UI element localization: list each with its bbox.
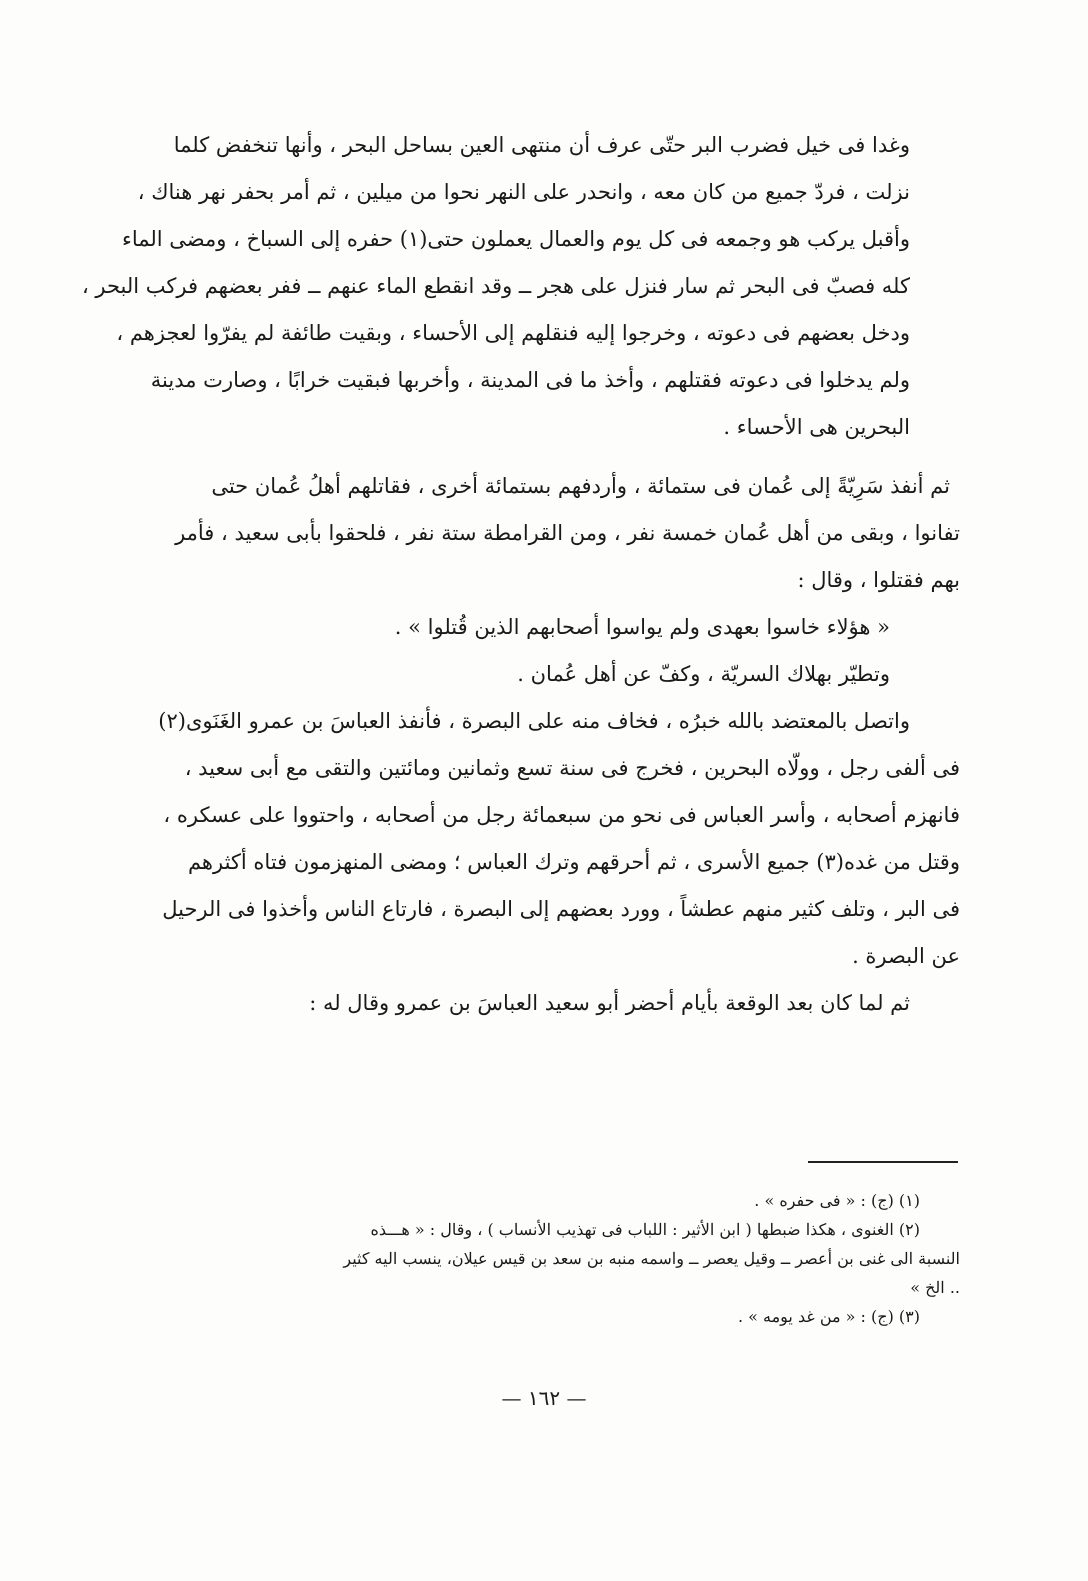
text-line: بهم فقتلوا ، وقال : [797, 568, 960, 592]
paragraph-2 [110, 463, 960, 604]
text-line: ثم أنفذ سَرِيّةً إلى عُمان فى ستمائة ، وأردفهم بستمائة أخرى ، فقاتلهم أهلُ عُمان حتى [211, 474, 950, 498]
main-text [81, 122, 960, 1027]
text-line: وغدا فى خيل فضرب البر حتّى عرف أن منتهى العين بساحل البحر ، وأنها تنخفض كلما [173, 133, 910, 157]
footnote-2-continuation: النسبة الى غنى بن أعصر ــ وقيل يعصر ــ واسمه منبه بن سعد بن قيس عيلان، ينسب اليه كثير [343, 1249, 960, 1268]
paragraph-6 [110, 980, 960, 1027]
page-number: — ١٦٢ — [501, 1386, 587, 1410]
text-line: فانهزم أصحابه ، وأسر العباس فى نحو من سبعمائة رجل من أصحابه ، واحتووا على عسكره ، [163, 803, 960, 827]
text-line: عن البصرة . [852, 944, 960, 968]
text-line: ولم يدخلوا فى دعوته فقتلهم ، وأخذ ما فى المدينة ، وأخربها فبقيت خرابًا ، وصارت مدينة [150, 368, 910, 392]
paragraph-5 [110, 698, 960, 980]
text-line: « هؤلاء خاسوا بعهدى ولم يواسوا أصحابهم الذين قُتلوا » . [394, 615, 890, 639]
text-line: ودخل بعضهم فى دعوته ، وخرجوا إليه فنقلهم إلى الأحساء ، وبقيت طائفة لم يفرّوا لعجزهم ، [116, 321, 910, 345]
text-line: وأقبل يركب هو وجمعه فى كل يوم والعمال يعملون حتى(١) حفره إلى السباخ ، ومضى الماء [121, 227, 910, 251]
text-line: فى ألفى رجل ، وولّاه البحرين ، فخرج فى سنة تسع وثمانين ومائتين والتقى مع أبى سعيد ، [184, 756, 960, 780]
paragraph-1 [81, 122, 960, 451]
text-line: كله فصبّ فى البحر ثم سار فنزل على هجر ــ وقد انقطع الماء عنهم ــ ففر بعضهم فركب البحر ، [81, 274, 910, 298]
footnotes [110, 1186, 960, 1331]
footnote-2: (٢) الغنوى ، هكذا ضبطها ( ابن الأثير : اللباب فى تهذيب الأنساب ) ، وقال : « هـــذه [370, 1220, 920, 1239]
text-line: وتطيّر بهلاك السريّة ، وكفّ عن أهل عُمان . [517, 662, 890, 686]
footnote-3: (٣) (ج) : « من غد يومه » . [737, 1307, 920, 1326]
footnote-1: (١) (ج) : « فى حفره » . [754, 1191, 920, 1210]
text-line: البحرين هى الأحساء . [723, 415, 910, 439]
text-line: فى البر ، وتلف كثير منهم عطشاً ، وورد بعضهم إلى البصرة ، فارتاع الناس وأخذوا فى الرحيل [162, 897, 960, 921]
text-line: وقتل من غده(٣) جميع الأسرى ، ثم أحرقهم وترك العباس ؛ ومضى المنهزمون فتاه أكثرهم [187, 850, 960, 874]
text-line: نزلت ، فردّ جميع من كان معه ، وانحدر على النهر نحوا من ميلين ، ثم أمر بحفر نهر هناك ، [137, 180, 910, 204]
paragraph-4 [110, 651, 960, 698]
quote-paragraph [110, 604, 960, 651]
footnote-separator [808, 1161, 958, 1163]
footnote-2-continuation: .. الخ » [910, 1278, 960, 1297]
text-line: واتصل بالمعتضد بالله خبرُه ، فخاف منه على البصرة ، فأنفذ العباسَ بن عمرو الغَنَوى(٢) [158, 709, 910, 733]
text-line: ثم لما كان بعد الوقعة بأيام أحضر أبو سعيد العباسَ بن عمرو وقال له : [309, 991, 910, 1015]
text-line: تفانوا ، وبقى من أهل عُمان خمسة نفر ، ومن القرامطة ستة نفر ، فلحقوا بأبى سعيد ، فأمر [175, 521, 960, 545]
